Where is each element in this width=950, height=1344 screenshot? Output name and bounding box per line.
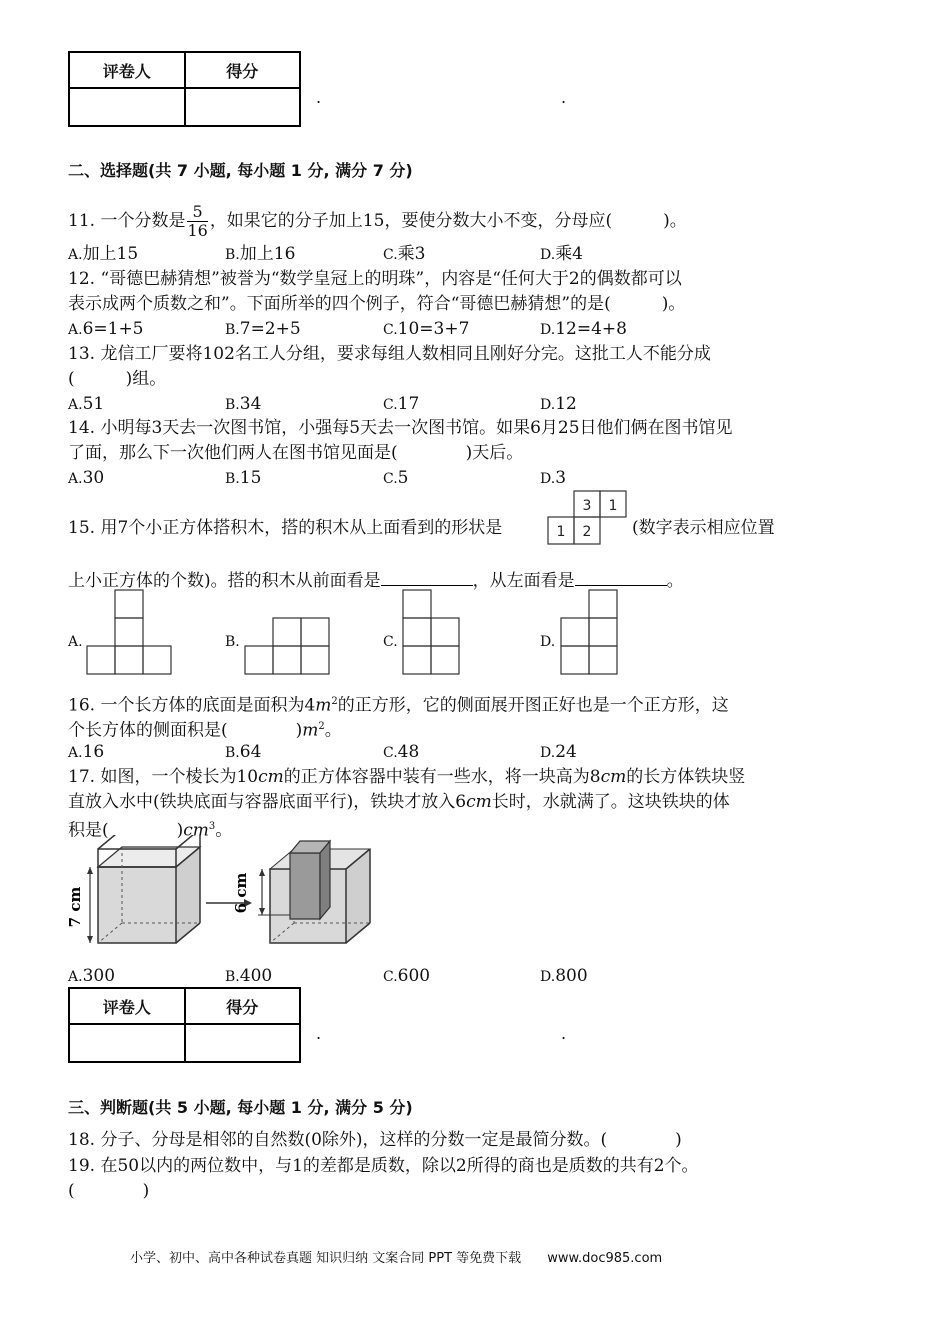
option-a[interactable]: A.加上15 xyxy=(68,244,139,264)
top-view-r1c3: 1 xyxy=(608,498,618,514)
question-12-line2: 表示成两个质数之和”。下面所举的四个例子，符合“哥德巴赫猜想”的是( )。 xyxy=(68,294,686,314)
option-c[interactable]: C.10=3+7 xyxy=(383,319,470,339)
option-c[interactable]: C.5 xyxy=(383,468,409,488)
option-b[interactable]: B.64 xyxy=(225,742,262,762)
water-height-label: 7 cm xyxy=(66,886,84,928)
grader-header: 评卷人 xyxy=(69,988,185,1024)
option-c[interactable]: C.48 xyxy=(383,742,420,762)
section-title: 三、判断题(共 5 小题, 每小题 1 分, 满分 5 分) xyxy=(68,1098,413,1117)
question-14-line2: 了面，那么下一次他们两人在图书馆见面是( )天后。 xyxy=(68,443,524,463)
score-cell[interactable] xyxy=(185,88,301,126)
option-d-figure[interactable] xyxy=(560,589,620,675)
question-19-line2: ( ) xyxy=(68,1181,150,1201)
question-text: 11. 一个分数是 xyxy=(68,211,186,231)
option-b-label[interactable]: B. xyxy=(225,634,240,650)
option-c-figure[interactable] xyxy=(402,589,462,675)
option-d[interactable]: D.3 xyxy=(540,468,567,488)
option-c-label[interactable]: C. xyxy=(383,634,398,650)
score-cell[interactable] xyxy=(185,1024,301,1062)
option-a-label[interactable]: A. xyxy=(68,634,83,650)
grader-cell[interactable] xyxy=(69,88,185,126)
question-17-line2: 直放入水中(铁块底面与容器底面平行)，铁块才放入6cm长时，水就满了。这块铁块的体 xyxy=(68,792,730,812)
option-b[interactable]: B.15 xyxy=(225,468,262,488)
top-view-figure xyxy=(547,490,627,546)
question-17-line1: 17. 如图，一个棱长为10cm的正方体容器中装有一些水，将一块高为8cm的长方体铁块竖 xyxy=(68,767,746,787)
question-15-line1a: 15. 用7个小正方体搭积木，搭的积木从上面看到的形状是 xyxy=(68,518,503,538)
question-19-line1: 19. 在50以内的两位数中，与1的差都是质数，除以2所得的商也是质数的共有2个。 xyxy=(68,1156,699,1176)
top-view-r2c1: 1 xyxy=(556,524,566,540)
grader-header: 评卷人 xyxy=(69,52,185,88)
grader-cell[interactable] xyxy=(69,1024,185,1062)
option-b[interactable]: B.400 xyxy=(225,966,273,986)
option-a[interactable]: A.16 xyxy=(68,742,105,762)
score-table xyxy=(68,51,301,127)
container-figure xyxy=(62,835,382,947)
option-c[interactable]: C.乘3 xyxy=(383,244,426,264)
option-c[interactable]: C.600 xyxy=(383,966,431,986)
question-11 xyxy=(68,203,687,240)
footer-link[interactable]: www.doc985.com xyxy=(547,1251,663,1266)
question-17-line3: 积是( )$cm^3$。 xyxy=(68,820,233,841)
score-table xyxy=(68,987,301,1063)
score-header: 得分 xyxy=(185,988,301,1024)
option-c[interactable]: C.17 xyxy=(383,394,420,414)
option-a[interactable]: A.30 xyxy=(68,468,105,488)
question-text: 。 xyxy=(666,571,684,591)
option-d[interactable]: D.12=4+8 xyxy=(540,319,627,339)
dot-mark: . xyxy=(561,88,567,107)
option-b[interactable]: B.7=2+5 xyxy=(225,319,301,339)
dot-mark: . xyxy=(316,1024,322,1043)
question-13-line1: 13. 龙信工厂要将102名工人分组，要求每组人数相同且刚好分完。这批工人不能分成 xyxy=(68,344,711,364)
option-a[interactable]: A.6=1+5 xyxy=(68,319,144,339)
option-d[interactable]: D.乘4 xyxy=(540,244,584,264)
score-header: 得分 xyxy=(185,52,301,88)
question-text: ，如果它的分子加上15，要使分数大小不变，分母应( )。 xyxy=(209,211,687,231)
question-15-line1b: (数字表示相应位置 xyxy=(632,518,775,538)
option-d[interactable]: D.12 xyxy=(540,394,577,414)
question-text: ，从左面看是 xyxy=(472,571,575,591)
dot-mark: . xyxy=(561,1024,567,1043)
fraction xyxy=(187,203,207,240)
question-12-line1: 12. “哥德巴赫猜想”被誉为“数学皇冠上的明珠”，内容是“任何大于2的偶数都可以 xyxy=(68,269,682,289)
denominator: 16 xyxy=(187,221,208,240)
left-container xyxy=(66,835,200,943)
footer-text: 小学、初中、高中各种试卷真题 知识归纳 文案合同 PPT 等免费下载 xyxy=(130,1251,522,1266)
numerator: 5 xyxy=(187,203,207,222)
option-b[interactable]: B.34 xyxy=(225,394,262,414)
footer xyxy=(130,1247,662,1266)
top-view-r1c2: 3 xyxy=(582,498,592,514)
option-b-figure[interactable] xyxy=(244,617,332,675)
question-18: 18. 分子、分母是相邻的自然数(0除外)，这样的分数一定是最简分数。( ) xyxy=(68,1130,682,1150)
top-view-r2c2: 2 xyxy=(582,524,592,540)
option-a[interactable]: A.51 xyxy=(68,394,105,414)
answer-blank-front[interactable] xyxy=(381,567,473,586)
option-a-figure[interactable] xyxy=(86,589,174,675)
right-container xyxy=(232,841,370,943)
answer-blank-left[interactable] xyxy=(575,567,667,586)
question-13-line2: ( )组。 xyxy=(68,369,167,389)
section-title: 二、选择题(共 7 小题, 每小题 1 分, 满分 7 分) xyxy=(68,161,413,180)
option-d-label[interactable]: D. xyxy=(540,634,556,650)
dot-mark: . xyxy=(316,88,322,107)
iron-depth-label: 6 cm xyxy=(232,872,250,914)
option-d[interactable]: D.24 xyxy=(540,742,577,762)
question-text: 上小正方体的个数)。搭的积木从前面看是 xyxy=(68,571,381,591)
option-a[interactable]: A.300 xyxy=(68,966,116,986)
question-16-line2: 个长方体的侧面积是( )$m^2$。 xyxy=(68,720,342,741)
option-b[interactable]: B.加上16 xyxy=(225,244,296,264)
option-d[interactable]: D.800 xyxy=(540,966,588,986)
question-14-line1: 14. 小明每3天去一次图书馆，小强每5天去一次图书馆。如果6月25日他们俩在图书馆见 xyxy=(68,418,733,438)
question-16-line1: 16. 一个长方体的底面是面积为$4m^2$的正方形，它的侧面展开图正好也是一个正方形，这 xyxy=(68,695,729,716)
